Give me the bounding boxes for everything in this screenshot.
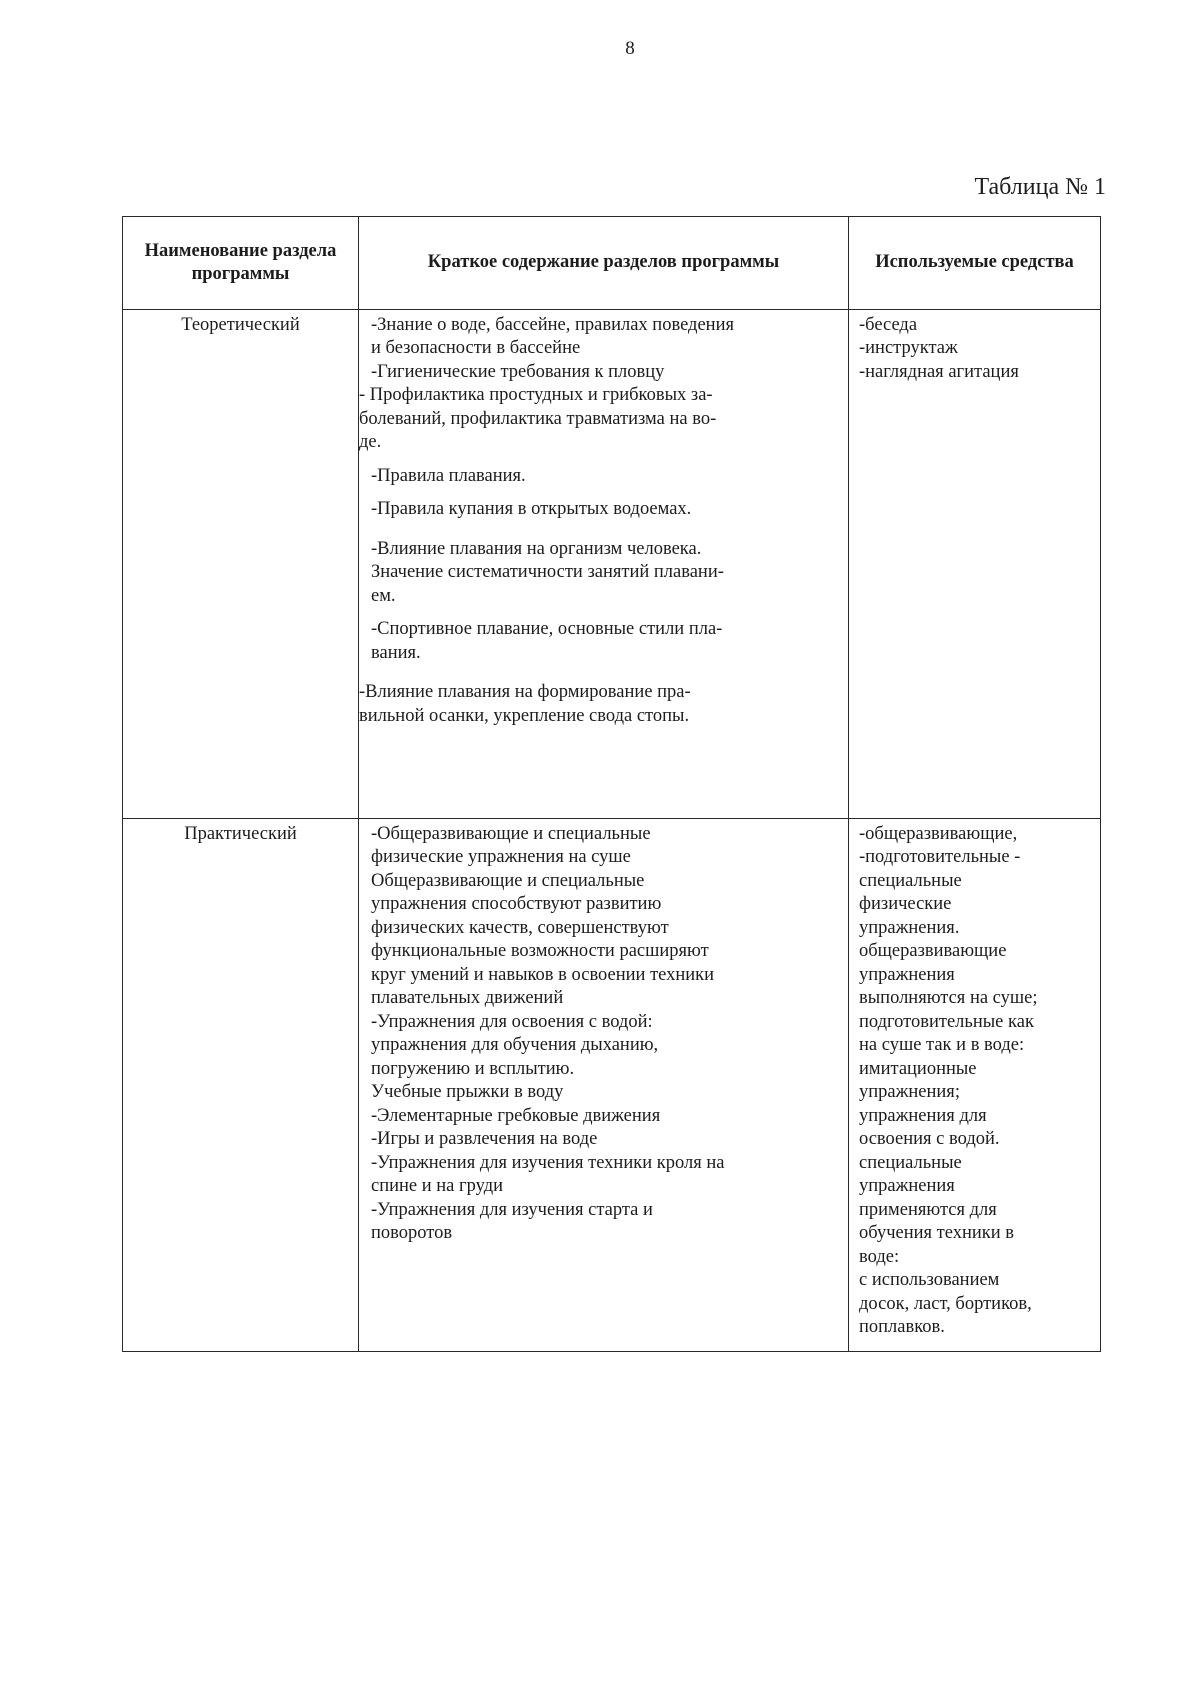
content-line: болеваний, профилактика травматизма на во- <box>359 408 717 429</box>
means-line: подготовительные как <box>859 1011 1034 1032</box>
content-line: -Гигиенические требования к пловцу <box>371 361 665 382</box>
means-line: физические <box>859 894 952 915</box>
content-line: вильной осанки, укрепление свода стопы. <box>359 705 690 726</box>
content-line: упражнения для обучения дыханию, <box>371 1035 659 1056</box>
content-line: -Спортивное плавание, основные стили пла- <box>371 619 723 640</box>
content-line: ем. <box>371 585 396 606</box>
means-line: с использованием <box>859 1270 1000 1291</box>
content-line: вания. <box>371 642 421 663</box>
table-caption: Таблица № 1 <box>974 174 1106 200</box>
means-line: освоения с водой. <box>859 1129 1000 1150</box>
header-means: Используемые средства <box>849 217 1101 310</box>
content-line: погружению и всплытию. <box>371 1058 575 1079</box>
content-line: -Общеразвивающие и специальные <box>371 824 651 844</box>
means-line: -инструктаж <box>859 338 958 359</box>
content-line: - Профилактика простудных и грибковых за- <box>359 385 713 406</box>
means-line: на суше так и в воде: <box>859 1035 1025 1056</box>
content-cell <box>359 310 849 819</box>
content-line: -Упражнения для изучения техники кроля на <box>371 1152 725 1173</box>
content-line: поворотов <box>371 1223 453 1244</box>
means-line: досок, ласт, бортиков, <box>859 1293 1032 1314</box>
section-name-cell: Теоретический <box>123 310 359 819</box>
means-line: специальные <box>859 1152 962 1173</box>
content-line: -Элементарные гребковые движения <box>371 1105 661 1126</box>
content-line: -Упражнения для изучения старта и <box>371 1199 653 1220</box>
table-header-row <box>123 217 1101 310</box>
means-line: поплавков. <box>859 1317 945 1338</box>
means-line: упражнения <box>859 964 955 985</box>
content-line: плавательных движений <box>371 988 564 1009</box>
content-line: -Правила плавания. <box>371 465 526 486</box>
content-line: -Знание о воде, бассейне, правилах поведения <box>371 315 734 335</box>
content-line: упражнения способствуют развитию <box>371 894 662 915</box>
header-section: Наименование раздела программы <box>123 217 359 310</box>
content-line: Учебные прыжки в воду <box>371 1082 564 1103</box>
content-line: круг умений и навыков в освоении техники <box>371 964 715 985</box>
means-line: упражнения для <box>859 1105 987 1126</box>
content-cell <box>359 819 849 1352</box>
content-line: -Игры и развлечения на воде <box>371 1129 598 1150</box>
means-line: -подготовительные - <box>859 847 1021 868</box>
means-line: обучения техники в <box>859 1223 1015 1244</box>
means-line: упражнения <box>859 1176 955 1197</box>
page-number: 8 <box>625 38 635 59</box>
content-line: -Упражнения для освоения с водой: <box>371 1011 653 1032</box>
spacer <box>371 488 840 498</box>
header-content: Краткое содержание разделов программы <box>359 217 849 310</box>
section-name-cell: Практический <box>123 819 359 1352</box>
content-line: физических качеств, совершенствуют <box>371 917 669 938</box>
spacer <box>371 522 840 538</box>
content-line: физические упражнения на суше <box>371 847 631 868</box>
content-line: де. <box>359 432 382 453</box>
means-line: -общеразвивающие, <box>859 824 1018 844</box>
table-row <box>123 310 1101 819</box>
means-line: применяются для <box>859 1199 997 1220</box>
content-line: Общеразвивающие и специальные <box>371 870 645 891</box>
content-line: функциональные возможности расширяют <box>371 941 709 962</box>
means-line: -беседа <box>859 315 918 335</box>
content-line: -Влияние плавания на организм человека. <box>371 538 702 559</box>
content-line: спине и на груди <box>371 1176 504 1197</box>
means-line: воде: <box>859 1246 900 1267</box>
means-line: -наглядная агитация <box>859 361 1019 382</box>
spacer <box>371 665 840 681</box>
content-line: -Влияние плавания на формирование пра- <box>359 682 691 703</box>
means-cell <box>849 819 1101 1352</box>
content-line: и безопасности в бассейне <box>371 338 581 359</box>
means-line: общеразвивающие <box>859 941 1007 962</box>
means-line: специальные <box>859 870 962 891</box>
spacer <box>371 608 840 618</box>
table-row <box>123 819 1101 1352</box>
means-line: упражнения. <box>859 917 960 938</box>
means-line: имитационные <box>859 1058 977 1079</box>
means-cell <box>849 310 1101 819</box>
spacer <box>371 455 840 465</box>
content-line: Значение систематичности занятий плавани- <box>371 562 724 583</box>
program-table <box>122 216 1101 1352</box>
means-line: упражнения; <box>859 1082 960 1103</box>
content-line: -Правила купания в открытых водоемах. <box>371 499 692 520</box>
means-line: выполняются на суше; <box>859 988 1038 1009</box>
